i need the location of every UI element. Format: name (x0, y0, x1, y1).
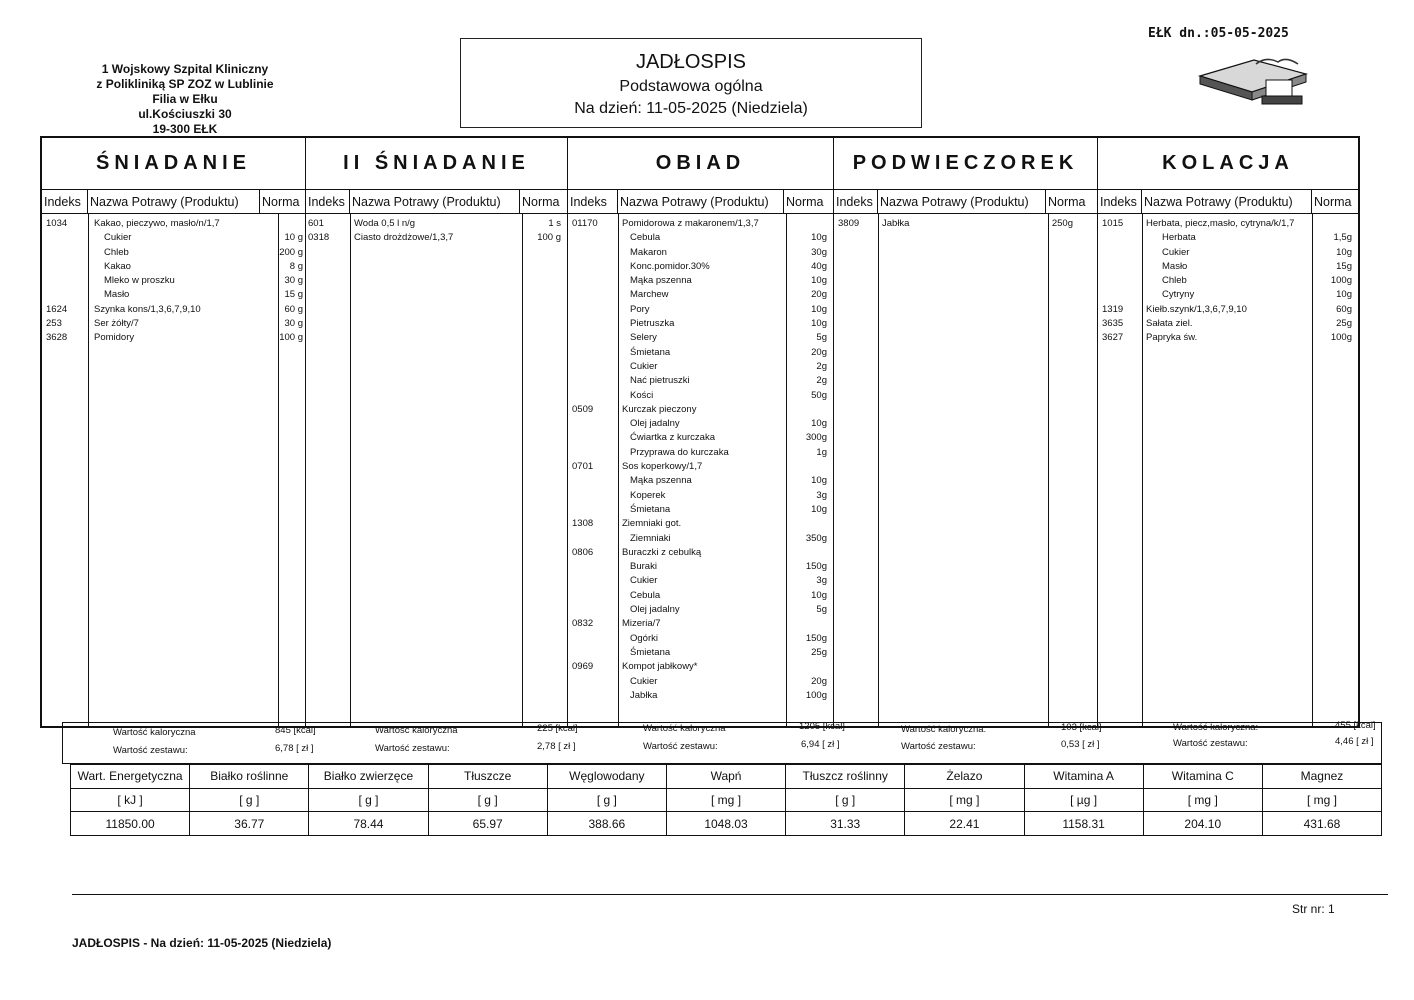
kcal-label: Wartość kaloryczna: (1173, 722, 1259, 733)
menu-row (568, 332, 833, 346)
menu-row (568, 690, 833, 704)
nutrition-name: Tłuszcz roślinny (786, 765, 904, 789)
nutrition-name: Żelazo (905, 765, 1023, 789)
header-index: Indeks (306, 190, 350, 213)
row-name: Ser żółty/7 (94, 318, 139, 330)
row-norm: 30 g (284, 275, 303, 287)
row-norm: 200 g (279, 246, 303, 258)
header-name: Nazwa Potrawy (Produktu) (350, 190, 520, 213)
nutrition-column (1025, 765, 1144, 835)
row-name: Cukier (104, 232, 132, 244)
nutrition-name: Witamina C (1144, 765, 1262, 789)
row-name: Cukier (630, 675, 658, 687)
row-norm: 60 g (284, 303, 303, 315)
nutrition-value: 1158.31 (1062, 816, 1105, 831)
header-name: Nazwa Potrawy (Produktu) (88, 190, 260, 213)
row-norm: 20g (811, 346, 827, 358)
cost-label: Wartość zestawu: (113, 745, 188, 756)
row-name: Nać pietruszki (630, 375, 690, 387)
row-name: Kiełb.szynk/1,3,6,7,9,10 (1146, 303, 1247, 315)
row-norm: 10g (811, 275, 827, 287)
kcal-label: Wartość kaloryczna: (901, 724, 987, 735)
nutrition-column (1144, 765, 1263, 835)
row-norm: 5g (816, 332, 827, 344)
cost-value: 0,53 [ zł ] (1061, 739, 1100, 750)
nutrition-name: Magnez (1263, 765, 1381, 789)
row-name: Śmietana (630, 503, 671, 515)
row-index: 0806 (572, 546, 594, 558)
menu-row (568, 289, 833, 303)
row-name: Masło (104, 289, 130, 301)
header-norm: Norma (1048, 194, 1086, 209)
column-headers (42, 190, 305, 214)
row-norm: 15g (1336, 260, 1352, 272)
row-index: 1034 (46, 218, 68, 229)
row-norm: 350g (805, 532, 827, 544)
nutrition-column (548, 765, 667, 835)
header-norm: Norma (786, 194, 824, 209)
nutrition-value: 388.66 (588, 816, 626, 831)
menu-row (568, 318, 833, 332)
row-name: Papryka św. (1146, 332, 1198, 344)
menu-row (42, 289, 305, 303)
kcal-value: 225 [kcal] (537, 723, 578, 734)
nutrition-value: 65.97 (472, 816, 503, 831)
nutrition-value: 431.68 (1303, 816, 1341, 831)
nutrition-unit: [ g ] (309, 789, 427, 813)
row-norm: 60g (1336, 303, 1352, 315)
row-norm: 10g (811, 318, 827, 330)
row-norm: 10g (811, 589, 827, 601)
menu-row (42, 318, 305, 332)
row-name: Olej jadalny (630, 418, 680, 430)
menu-row (568, 490, 833, 504)
hospital-line: Filia w Ełku (152, 92, 218, 106)
row-norm: 10 g (284, 232, 303, 244)
menu-row (42, 261, 305, 275)
menu-row (42, 218, 305, 232)
nutrition-unit: [ g ] (548, 789, 666, 813)
row-name: Ziemniaki (630, 532, 671, 544)
row-norm: 100 g (537, 232, 561, 244)
row-index: 0509 (572, 403, 594, 415)
menu-row (568, 218, 833, 232)
cost-label: Wartość zestawu: (1173, 738, 1248, 749)
row-name: Ziemniaki got. (622, 518, 682, 530)
cost-label: Wartość zestawu: (901, 741, 976, 752)
meal-rows (1098, 218, 1358, 347)
row-name: Szynka kons/1,3,6,7,9,10 (94, 303, 201, 315)
row-name: Konc.pomidor.30% (630, 260, 710, 272)
row-norm: 10g (811, 503, 827, 515)
kcal-label: Wartość kaloryczna (375, 725, 458, 736)
nutrition-column (309, 765, 428, 835)
menu-date: Na dzień: 11-05-2025 (Niedziela) (574, 100, 808, 117)
row-norm: 100g (1330, 332, 1352, 344)
row-name: Cukier (630, 575, 658, 587)
menu-row (568, 575, 833, 589)
menu-row (568, 461, 833, 475)
nutrition-name: Witamina A (1025, 765, 1143, 789)
menu-row (568, 547, 833, 561)
header-name: Nazwa Potrawy (Produktu) (1142, 190, 1312, 213)
footer-divider (72, 894, 1388, 895)
row-norm: 30g (811, 246, 827, 258)
row-norm: 100 g (279, 332, 303, 344)
row-norm: 5g (816, 604, 827, 616)
menu-row (42, 247, 305, 261)
row-name: Jabłka (630, 689, 658, 701)
nutrition-column (429, 765, 548, 835)
menu-row (568, 232, 833, 246)
nutrition-name: Białko zwierzęce (309, 765, 427, 789)
nutrition-column (1263, 765, 1381, 835)
row-norm: 15 g (284, 289, 303, 301)
menu-row (568, 347, 833, 361)
column-headers (306, 190, 567, 214)
row-norm: 40g (811, 260, 827, 272)
row-index: 1319 (1102, 303, 1124, 315)
menu-row (42, 232, 305, 246)
meal-rows (306, 218, 567, 247)
cost-label: Wartość zestawu: (375, 743, 450, 754)
row-name: Mąka pszenna (630, 275, 692, 287)
row-index: 601 (308, 218, 324, 229)
header-index: Indeks (568, 190, 618, 213)
nutrition-column (667, 765, 786, 835)
row-name: Jabłka (882, 218, 910, 229)
nutrition-unit: [ mg ] (1144, 789, 1262, 813)
row-name: Pietruszka (630, 318, 675, 330)
row-name: Masło (1162, 260, 1188, 272)
row-name: Marchew (630, 289, 669, 301)
nutrition-name: Białko roślinne (190, 765, 308, 789)
row-name: Mąka pszenna (630, 475, 692, 487)
hospital-line: 19-300 EŁK (152, 122, 218, 136)
row-name: Woda 0,5 l n/g (354, 218, 416, 229)
row-name: Herbata, piecz,masło, cytryna/k/1,7 (1146, 218, 1295, 229)
row-index: 3627 (1102, 332, 1124, 344)
nutrition-unit: [ g ] (190, 789, 308, 813)
row-name: Mizeria/7 (622, 618, 661, 630)
issue-date: EŁK dn.:05-05-2025 (1148, 26, 1289, 41)
cost-label: Wartość zestawu: (643, 741, 718, 752)
meal-rows (568, 218, 833, 704)
row-norm: 3g (816, 575, 827, 587)
row-name: Kurczak pieczony (622, 403, 697, 415)
row-norm: 10g (811, 303, 827, 315)
menu-row (568, 590, 833, 604)
meal-column-supper (1098, 138, 1358, 726)
header-name: Nazwa Potrawy (Produktu) (618, 190, 784, 213)
nutrition-value: 11850.00 (105, 816, 155, 831)
nutrition-unit: [ mg ] (905, 789, 1023, 813)
meal-column-second-breakfast (306, 138, 568, 726)
row-name: Chleb (1162, 275, 1187, 287)
row-index: 3809 (838, 218, 860, 229)
menu-row (568, 533, 833, 547)
nutrition-unit: [ µg ] (1025, 789, 1143, 813)
menu-row (568, 618, 833, 632)
row-name: Herbata (1162, 232, 1196, 244)
row-norm: 50g (811, 389, 827, 401)
row-norm: 1 s (548, 218, 561, 229)
row-name: Olej jadalny (630, 604, 680, 616)
nutrition-table (70, 764, 1382, 836)
meal-column-breakfast (42, 138, 306, 726)
row-name: Śmietana (630, 646, 671, 658)
row-norm: 20g (811, 289, 827, 301)
menu-row (568, 661, 833, 675)
kcal-value: 455 [kcal] (1335, 720, 1376, 731)
menu-row (568, 447, 833, 461)
column-headers (1098, 190, 1358, 214)
column-headers (568, 190, 833, 214)
nutrition-value: 204.10 (1184, 816, 1222, 831)
menu-table (40, 136, 1360, 728)
row-index: 1015 (1102, 218, 1124, 229)
row-norm: 8 g (289, 260, 303, 272)
row-norm: 3g (816, 489, 827, 501)
row-norm: 2g (816, 375, 827, 387)
hospital-line: z Polikliniką SP ZOZ w Lublinie (96, 77, 274, 91)
menu-row (568, 504, 833, 518)
nutrition-value: 22.41 (949, 816, 980, 831)
nutrition-column (905, 765, 1024, 835)
row-name: Przyprawa do kurczaka (630, 446, 729, 458)
nutrition-value: 78.44 (353, 816, 384, 831)
nutrition-column (71, 765, 190, 835)
menu-row (42, 304, 305, 318)
hospital-address (60, 62, 310, 137)
row-index: 3635 (1102, 318, 1124, 330)
row-name: Pomidorowa z makaronem/1,3,7 (622, 218, 759, 229)
header-norm: Norma (1314, 194, 1352, 209)
menu-row (306, 232, 567, 246)
kcal-value: 103 [kcal] (1061, 722, 1102, 733)
nutrition-unit: [ mg ] (1263, 789, 1381, 813)
nutrition-column (190, 765, 309, 835)
menu-row (42, 332, 305, 346)
page-title: JADŁOSPIS (635, 51, 747, 73)
row-norm: 1,5g (1333, 232, 1352, 244)
column-headers (834, 190, 1097, 214)
page-number: Str nr: 1 (1292, 902, 1335, 916)
cost-value: 6,78 [ zł ] (275, 743, 314, 754)
meal-title: OBIAD (568, 138, 833, 190)
menu-row (1098, 232, 1358, 246)
menu-row (1098, 332, 1358, 346)
cost-value: 4,46 [ zł ] (1335, 736, 1374, 747)
row-norm: 100g (805, 689, 827, 701)
row-name: Makaron (630, 246, 667, 258)
nutrition-name: Węglowodany (548, 765, 666, 789)
row-name: Cebula (630, 589, 661, 601)
header-name: Nazwa Potrawy (Produktu) (878, 190, 1046, 213)
row-index: 0832 (572, 618, 594, 630)
nutrition-value: 36.77 (234, 816, 265, 831)
menu-row (1098, 275, 1358, 289)
row-norm: 10g (811, 475, 827, 487)
nutrition-name: Wart. Energetyczna (71, 765, 189, 789)
menu-row (42, 275, 305, 289)
row-index: 01170 (572, 218, 598, 229)
nutrition-name: Tłuszcze (429, 765, 547, 789)
kcal-value: 845 [kcal] (275, 725, 316, 736)
row-name: Kości (630, 389, 654, 401)
header-norm: Norma (262, 194, 300, 209)
menu-row (1098, 247, 1358, 261)
menu-row (568, 518, 833, 532)
meal-rows (834, 218, 1097, 232)
nutrition-value: 1048.03 (704, 816, 748, 831)
header-index: Indeks (42, 190, 88, 213)
menu-row (568, 633, 833, 647)
menu-row (1098, 304, 1358, 318)
row-name: Kakao (104, 260, 131, 272)
hospital-line: ul.Kościuszki 30 (138, 107, 232, 121)
menu-row (1098, 218, 1358, 232)
menu-row (834, 218, 1097, 232)
cost-value: 2,78 [ zł ] (537, 741, 576, 752)
row-index: 0969 (572, 661, 594, 673)
kcal-label: Wartość kaloryczna (113, 727, 196, 738)
row-name: Pory (630, 303, 650, 315)
row-name: Cukier (1162, 246, 1190, 258)
nutrition-unit: [ mg ] (667, 789, 785, 813)
row-name: Sałata ziel. (1146, 318, 1193, 330)
row-index: 253 (46, 318, 62, 330)
row-name: Sos koperkowy/1,7 (622, 461, 703, 473)
meal-column-afternoon-snack (834, 138, 1098, 726)
row-norm: 25g (1336, 318, 1352, 330)
menu-row (568, 247, 833, 261)
row-name: Ciasto drożdżowe/1,3,7 (354, 232, 454, 244)
kcal-value: 1205 [kcal] (799, 721, 845, 732)
row-name: Śmietana (630, 346, 671, 358)
row-norm: 10g (811, 232, 827, 244)
menu-row (568, 361, 833, 375)
menu-row (1098, 261, 1358, 275)
row-norm: 100g (1330, 275, 1352, 287)
row-norm: 2g (816, 360, 827, 372)
nutrition-unit: [ g ] (786, 789, 904, 813)
row-index: 1308 (572, 518, 594, 530)
menu-row (568, 432, 833, 446)
header-norm: Norma (522, 194, 560, 209)
cost-value: 6,94 [ zł ] (801, 739, 840, 750)
menu-row (1098, 318, 1358, 332)
nutrition-column (786, 765, 905, 835)
menu-row (568, 561, 833, 575)
row-name: Pomidory (94, 332, 135, 344)
meal-summary-row (62, 722, 1382, 764)
row-name: Cukier (630, 360, 658, 372)
row-name: Koperek (630, 489, 666, 501)
row-norm: 250g (1051, 218, 1073, 229)
row-name: Cebula (630, 232, 661, 244)
nutrition-unit: [ kJ ] (71, 789, 189, 813)
nutrition-unit: [ g ] (429, 789, 547, 813)
footer-title: JADŁOSPIS - Na dzień: 11-05-2025 (Niedziela) (72, 936, 332, 950)
row-name: Buraczki z cebulką (622, 546, 702, 558)
menu-row (1098, 289, 1358, 303)
row-name: Ćwiartka z kurczaka (630, 432, 715, 444)
menu-row (568, 475, 833, 489)
row-index: 0701 (572, 461, 594, 473)
row-name: Selery (630, 332, 657, 344)
row-name: Mleko w proszku (104, 275, 175, 287)
menu-row (568, 676, 833, 690)
meal-title: II ŚNIADANIE (306, 138, 567, 190)
menu-row (568, 418, 833, 432)
page-subtitle: Podstawowa ogólna (619, 78, 763, 95)
row-norm: 150g (805, 632, 827, 644)
kcal-label: Wartość kaloryczna (643, 723, 726, 734)
meal-title: PODWIECZOREK (834, 138, 1097, 190)
row-name: Kompot jabłkowy* (622, 661, 698, 673)
menu-row (568, 261, 833, 275)
row-name: Kakao, pieczywo, masło/n/1,7 (94, 218, 220, 229)
menu-row (568, 375, 833, 389)
header-index: Indeks (1098, 190, 1142, 213)
menu-row (568, 304, 833, 318)
row-norm: 10g (1336, 246, 1352, 258)
row-norm: 300g (805, 432, 827, 444)
title-box (460, 38, 922, 128)
menu-row (568, 604, 833, 618)
row-index: 0318 (308, 232, 330, 244)
meal-title: ŚNIADANIE (42, 138, 305, 190)
row-norm: 30 g (284, 318, 303, 330)
menu-row (568, 404, 833, 418)
nutrition-value: 31.33 (830, 816, 861, 831)
books-icon (1196, 52, 1312, 108)
row-norm: 1g (816, 446, 827, 458)
meal-title: KOLACJA (1098, 138, 1358, 190)
menu-row (568, 390, 833, 404)
row-index: 3628 (46, 332, 68, 344)
header-index: Indeks (834, 190, 878, 213)
row-name: Ogórki (630, 632, 658, 644)
row-norm: 10g (811, 418, 827, 430)
row-name: Cytryny (1162, 289, 1195, 301)
row-norm: 20g (811, 675, 827, 687)
row-name: Chleb (104, 246, 129, 258)
meal-column-dinner (568, 138, 834, 726)
row-index: 1624 (46, 303, 68, 315)
row-name: Buraki (630, 561, 657, 573)
row-norm: 10g (1336, 289, 1352, 301)
row-norm: 25g (811, 646, 827, 658)
nutrition-name: Wapń (667, 765, 785, 789)
menu-row (568, 647, 833, 661)
meal-rows (42, 218, 305, 347)
menu-row (568, 275, 833, 289)
hospital-line: 1 Wojskowy Szpital Kliniczny (101, 62, 269, 76)
menu-row (306, 218, 567, 232)
row-norm: 150g (805, 561, 827, 573)
